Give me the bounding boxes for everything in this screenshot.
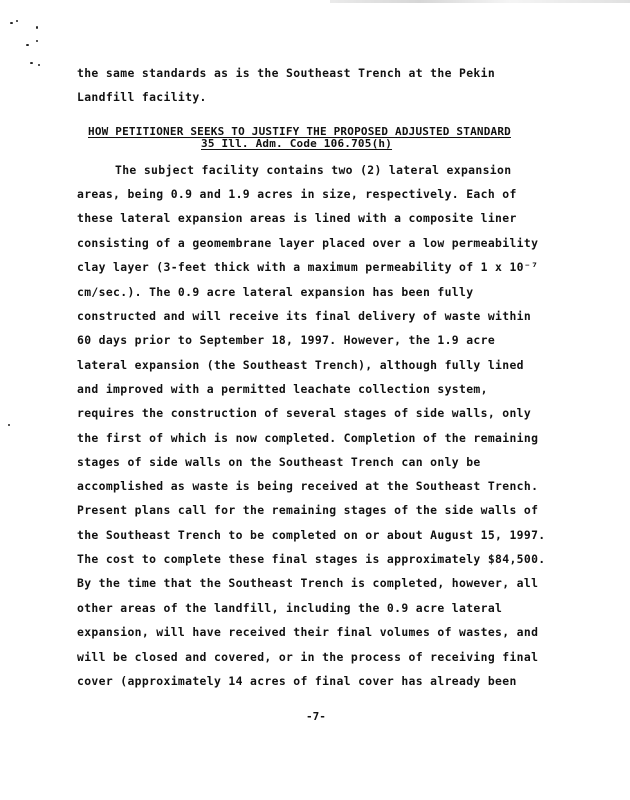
scan-speck: [36, 26, 38, 29]
text-line: By the time that the Southeast Trench is completed, however, all: [77, 576, 539, 590]
text-line: Landfill facility.: [77, 90, 207, 104]
text-line: cover (approximately 14 acres of final cover has already been: [77, 674, 517, 688]
text-line: The subject facility contains two (2) lateral expansion: [115, 163, 512, 177]
text-line: constructed and will receive its final delivery of waste within: [77, 309, 532, 323]
page-number: -7-: [306, 710, 326, 723]
text-line: the Southeast Trench to be completed on or about August 15, 1997.: [77, 528, 546, 542]
text-line: clay layer (3-feet thick with a maximum permeability of 1 x 10⁻⁷: [77, 260, 539, 274]
text-line: requires the construction of several stages of side walls, only: [77, 406, 532, 420]
text-line: areas, being 0.9 and 1.9 acres in size, respectively. Each of: [77, 187, 517, 201]
text-line: cm/sec.). The 0.9 acre lateral expansion has been fully: [77, 285, 474, 299]
section-heading-citation: 35 Ill. Adm. Code 106.705(h): [201, 137, 393, 150]
text-line: consisting of a geomembrane layer placed over a low permeability: [77, 236, 539, 250]
text-line: 60 days prior to September 18, 1997. However, the 1.9 acre: [77, 333, 496, 347]
text-line: expansion, will have received their final volumes of wastes, and: [77, 625, 539, 639]
text-line: stages of side walls on the Southeast Trench can only be: [77, 455, 481, 469]
section-heading: HOW PETITIONER SEEKS TO JUSTIFY THE PROPOSED ADJUSTED STANDARD: [88, 125, 511, 138]
text-line: the first of which is now completed. Completion of the remaining: [77, 431, 539, 445]
scan-speck: [38, 64, 40, 66]
scan-speck: [10, 22, 13, 24]
scan-speck: [26, 44, 29, 46]
text-line: other areas of the landfill, including the 0.9 acre lateral: [77, 601, 503, 615]
scan-speck: [8, 424, 10, 426]
scan-speck: [36, 40, 38, 42]
text-line: and improved with a permitted leachate collection system,: [77, 382, 488, 396]
text-line: Present plans call for the remaining stages of the side walls of: [77, 503, 539, 517]
scan-artifact: [330, 0, 630, 3]
text-line: will be closed and covered, or in the process of receiving final: [77, 650, 539, 664]
text-line: these lateral expansion areas is lined with a composite liner: [77, 211, 517, 225]
scan-speck: [16, 20, 18, 22]
text-line: accomplished as waste is being received at the Southeast Trench.: [77, 479, 539, 493]
scan-speck: [30, 62, 33, 64]
text-line: lateral expansion (the Southeast Trench), although fully lined: [77, 358, 524, 372]
text-line: the same standards as is the Southeast Trench at the Pekin: [77, 66, 496, 80]
text-line: The cost to complete these final stages is approximately $84,500.: [77, 552, 546, 566]
